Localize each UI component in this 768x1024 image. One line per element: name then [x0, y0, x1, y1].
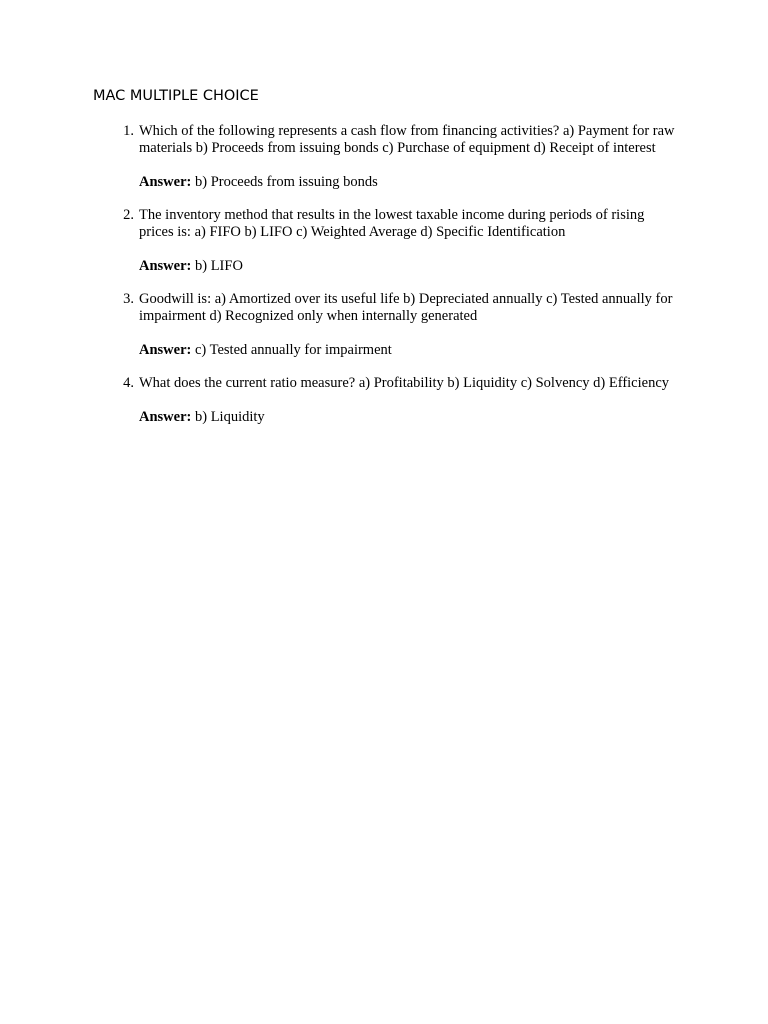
- question-item-4: [123, 375, 679, 426]
- answer: [139, 409, 679, 426]
- answer-label: Answer:: [139, 342, 192, 358]
- answer-text: c) Tested annually for impairment: [194, 342, 392, 358]
- question-item-1: [123, 123, 679, 191]
- answer-label: Answer:: [139, 409, 192, 425]
- answer-label: Answer:: [139, 174, 192, 190]
- answer-text: b) Liquidity: [194, 409, 265, 425]
- question-text: The inventory method that results in the lowest taxable income during periods of rising prices is: a) FIFO b) LIFO c) Weighted Average d) Specific Identification: [139, 207, 645, 240]
- document-title: MAC MULTIPLE CHOICE: [93, 88, 259, 104]
- question-number: 4.: [123, 375, 134, 391]
- answer-label: Answer:: [139, 258, 192, 274]
- question-item-2: [123, 207, 679, 275]
- question-text: Which of the following represents a cash flow from financing activities? a) Payment for raw materials b) Proceeds from issuing bonds c) Purchase of equipment d) Receipt of interest: [139, 123, 675, 156]
- question-text: Goodwill is: a) Amortized over its useful life b) Depreciated annually c) Tested annually for impairment d) Recognized only when internally generated: [139, 291, 673, 324]
- answer: [139, 174, 679, 191]
- answer: [139, 258, 679, 275]
- question-list: [123, 123, 679, 442]
- answer: [139, 342, 679, 359]
- answer-text: b) Proceeds from issuing bonds: [194, 174, 378, 190]
- question-number: 2.: [123, 207, 134, 223]
- question-number: 1.: [123, 123, 134, 139]
- answer-text: b) LIFO: [194, 258, 243, 274]
- question-text: What does the current ratio measure? a) Profitability b) Liquidity c) Solvency d) Efficiency: [139, 375, 670, 391]
- question-number: 3.: [123, 291, 134, 307]
- question-item-3: [123, 291, 679, 359]
